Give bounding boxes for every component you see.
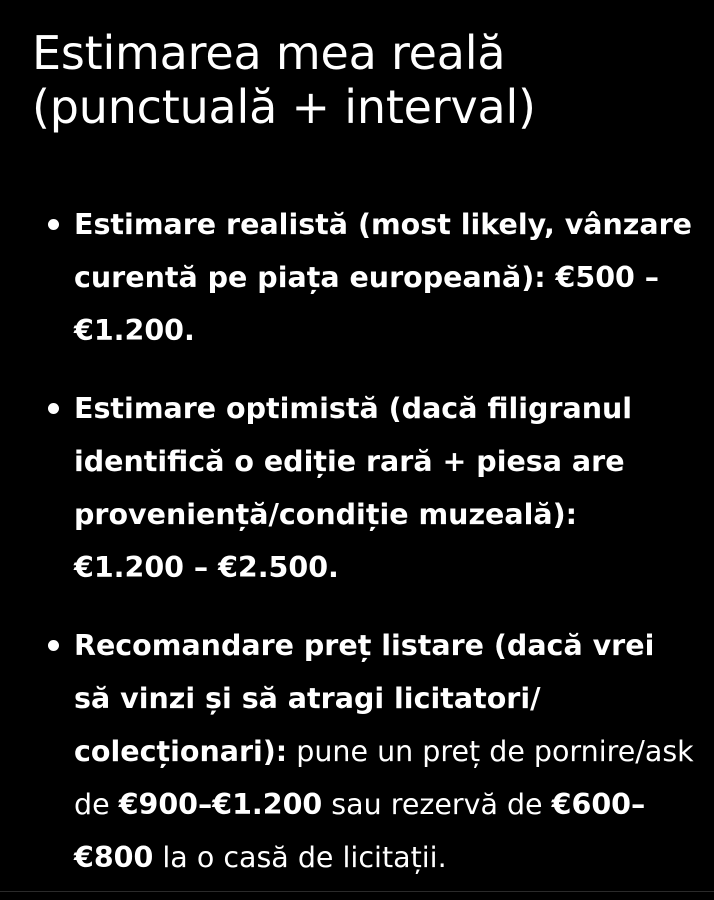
reserve-price-range: €600–€800: [74, 788, 646, 874]
ask-price-range: €900–€1.200: [118, 788, 323, 821]
bullet-dot-icon: [48, 640, 59, 651]
optimistic-estimate-text: Estimare optimistă (dacă filigranul identifică o ediție rară + piesa are proveniență/condiție muzeală): €1.200 – €2.500.: [74, 392, 633, 584]
bottom-divider: [0, 891, 714, 892]
bullet-dot-icon: [48, 403, 59, 414]
listing-recommendation-text-2: sau rezervă de: [322, 788, 552, 821]
list-item-realistic-estimate: [0, 198, 714, 357]
bullet-dot-icon: [48, 219, 59, 230]
list-item-optimistic-estimate: [0, 382, 714, 594]
realistic-estimate-text: Estimare realistă (most likely, vânzare curentă pe piața europeană): €500 – €1.200.: [74, 208, 693, 347]
listing-recommendation-lead: Recomandare preț listare (dacă vrei să vinzi și să atragi licitatori/ colecționari):: [74, 629, 655, 768]
section-heading: Estimarea mea reală (punctuală + interval): [32, 26, 536, 134]
list-item-listing-recommendation: [0, 619, 714, 884]
listing-recommendation-text-1: pune un preț de pornire/ask de: [74, 735, 694, 821]
estimate-list: [0, 198, 714, 884]
listing-recommendation-text-3: la o casă de licitații.: [153, 841, 447, 874]
